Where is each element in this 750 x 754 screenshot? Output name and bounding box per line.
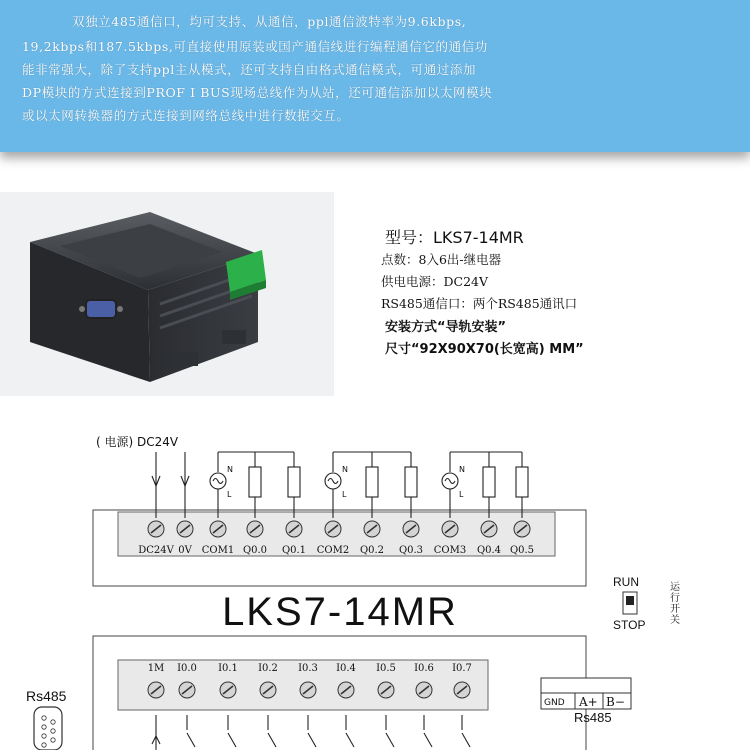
stop-label: STOP bbox=[613, 618, 646, 632]
output-screw-q0-0 bbox=[247, 521, 263, 537]
output-screw-com2 bbox=[325, 521, 341, 537]
input-screw-1m bbox=[148, 682, 164, 698]
ac-l-label: L bbox=[227, 490, 232, 499]
input-switch-icon bbox=[187, 733, 195, 747]
run-label: RUN bbox=[613, 575, 639, 589]
svg-text:关: 关 bbox=[670, 615, 680, 626]
input-switch-icon bbox=[386, 733, 394, 747]
plc-device-image bbox=[0, 192, 334, 396]
output-screw-q0-1 bbox=[286, 521, 302, 537]
output-screw-q0-3 bbox=[403, 521, 419, 537]
input-terminal-label: 1M bbox=[147, 663, 165, 674]
banner-line-5: 或以太网转换器的方式连接到网络总线中进行数据交互。 bbox=[22, 108, 350, 123]
spec-rs485: RS485通信口：两个RS485通讯口 bbox=[381, 296, 578, 311]
input-terminal-label: I0.4 bbox=[336, 663, 356, 674]
ac-n-label: N bbox=[459, 465, 465, 474]
a-plus-label: A+ bbox=[579, 695, 598, 709]
wiring-diagram-svg bbox=[0, 420, 750, 750]
input-screw-i0-5 bbox=[378, 682, 394, 698]
svg-text:开: 开 bbox=[670, 604, 680, 615]
run-stop-switch-knob bbox=[626, 596, 634, 605]
output-terminal-label: Q0.1 bbox=[281, 545, 307, 556]
banner-line-3: 能非常强大，除了支持ppl主从模式，还可支持自由格式通信模式，可通过添加 bbox=[22, 62, 477, 77]
rs485-left-label: Rs485 bbox=[26, 688, 67, 704]
b-minus-label: B− bbox=[606, 695, 625, 709]
output-terminal-label: Q0.4 bbox=[476, 545, 502, 556]
power-label: ( 电源) DC24V bbox=[96, 435, 179, 449]
output-screw-q0-5 bbox=[514, 521, 530, 537]
input-wiring bbox=[152, 715, 470, 750]
output-terminal-label: COM3 bbox=[433, 545, 467, 556]
load-resistor-icon bbox=[288, 467, 300, 497]
output-terminal-label: DC24V bbox=[138, 545, 174, 556]
input-screw-i0-3 bbox=[300, 682, 316, 698]
spec-power: 供电电源：DC24V bbox=[381, 274, 489, 289]
model-title: LKS7-14MR bbox=[222, 590, 458, 634]
output-wiring bbox=[152, 452, 528, 518]
input-switch-icon bbox=[228, 733, 236, 747]
switch-side-label bbox=[670, 581, 681, 626]
input-terminal-label: I0.1 bbox=[218, 663, 238, 674]
banner-line-4: DP模块的方式连接到PROF I BUS现场总线作为从站，还可通信添加以太网模块 bbox=[22, 85, 493, 100]
input-terminal-label: I0.5 bbox=[376, 663, 396, 674]
output-terminal-label: COM2 bbox=[316, 545, 350, 556]
load-resistor-icon bbox=[405, 467, 417, 497]
output-terminal-label: 0V bbox=[178, 545, 192, 556]
ac-l-label: L bbox=[342, 490, 347, 499]
wiring-diagram bbox=[0, 420, 750, 750]
load-resistor-icon bbox=[366, 467, 378, 497]
input-screw-i0-2 bbox=[260, 682, 276, 698]
input-screw-i0-4 bbox=[338, 682, 354, 698]
output-terminal-label: COM1 bbox=[201, 545, 235, 556]
input-terminal-label: I0.6 bbox=[414, 663, 434, 674]
rs485-right-label: Rs485 bbox=[574, 710, 612, 725]
input-terminal-label: I0.7 bbox=[452, 663, 472, 674]
load-resistor-icon bbox=[483, 467, 495, 497]
description-banner bbox=[0, 0, 750, 152]
spec-points: 点数：8入6出-继电器 bbox=[381, 252, 502, 267]
input-screw-i0-7 bbox=[454, 682, 470, 698]
spec-mount: 安装方式“导轨安装” bbox=[385, 320, 507, 335]
svg-text:行: 行 bbox=[670, 593, 680, 604]
load-resistor-icon bbox=[249, 467, 261, 497]
input-switch-icon bbox=[424, 733, 432, 747]
output-screw-q0-2 bbox=[364, 521, 380, 537]
ac-n-label: N bbox=[227, 465, 233, 474]
gnd-label: GND bbox=[544, 698, 565, 708]
svg-text:运: 运 bbox=[670, 582, 680, 593]
output-screw-dc24v bbox=[148, 521, 164, 537]
output-screw-com3 bbox=[442, 521, 458, 537]
spec-model: 型号：LKS7-14MR bbox=[385, 228, 524, 247]
output-terminal-label: Q0.3 bbox=[398, 545, 424, 556]
output-screw-com1 bbox=[210, 521, 226, 537]
input-screw-i0-1 bbox=[220, 682, 236, 698]
output-screw-0v bbox=[177, 521, 193, 537]
input-terminal-label: I0.0 bbox=[177, 663, 197, 674]
output-terminal-label: Q0.5 bbox=[509, 545, 535, 556]
input-terminal-label: I0.2 bbox=[258, 663, 278, 674]
input-terminal-label: I0.3 bbox=[298, 663, 318, 674]
db9-connector bbox=[34, 707, 62, 750]
input-switch-icon bbox=[308, 733, 316, 747]
input-switch-icon bbox=[462, 733, 470, 747]
output-screw-q0-4 bbox=[481, 521, 497, 537]
input-screw-i0-6 bbox=[416, 682, 432, 698]
output-terminal-label: Q0.0 bbox=[242, 545, 268, 556]
product-photo bbox=[0, 192, 334, 396]
ac-l-label: L bbox=[459, 490, 464, 499]
load-resistor-icon bbox=[516, 467, 528, 497]
input-screw-i0-0 bbox=[179, 682, 195, 698]
input-switch-icon bbox=[268, 733, 276, 747]
ac-n-label: N bbox=[342, 465, 348, 474]
banner-line-2: 19,2kbps和187.5kbps,可直接使用原装或国产通信线进行编程通信它的通信功 bbox=[22, 39, 488, 54]
spec-size: 尺寸“92X90X70(长宽高) MM” bbox=[385, 342, 584, 357]
input-switch-icon bbox=[346, 733, 354, 747]
banner-line-1: 双独立485通信口，均可支持、从通信，ppl通信波特率为9.6kbps, bbox=[72, 14, 467, 29]
output-terminal-label: Q0.2 bbox=[359, 545, 385, 556]
